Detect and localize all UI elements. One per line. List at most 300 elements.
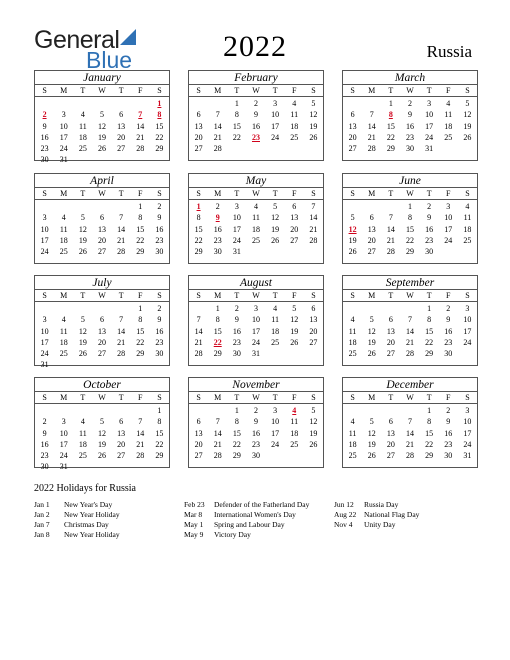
day-cell: 3: [61, 417, 66, 427]
day-cell: 30: [425, 247, 434, 257]
day-cell: 19: [309, 428, 318, 438]
day-grid: [343, 302, 477, 359]
day-cell: 9: [42, 428, 47, 438]
weekday-label: W: [252, 189, 260, 198]
day-cell: 27: [348, 144, 357, 154]
day-cell: 10: [444, 213, 453, 223]
day-grid: [343, 97, 477, 154]
empty-cell: [92, 303, 111, 314]
day-cell: 4: [61, 315, 66, 325]
empty-cell: [362, 303, 381, 314]
day-cell: 24: [271, 439, 280, 449]
day-cell: 6: [369, 213, 374, 223]
empty-cell: [35, 303, 54, 314]
day-cell: 3: [42, 315, 47, 325]
weekday-label: M: [368, 189, 376, 198]
weekday-label: M: [214, 393, 222, 402]
empty-cell: [112, 201, 131, 212]
holiday-day: 9: [215, 213, 220, 223]
day-cell: 11: [290, 110, 299, 120]
day-cell: 5: [292, 304, 297, 313]
day-cell: 27: [386, 451, 395, 461]
day-cell: 25: [444, 132, 453, 142]
day-cell: 27: [97, 247, 106, 257]
day-cell: 28: [194, 349, 203, 359]
day-cell: 15: [136, 326, 145, 336]
holiday-name: International Women's Day: [214, 510, 296, 519]
day-cell: 18: [348, 337, 357, 347]
holiday-day: 7: [138, 110, 143, 120]
day-cell: 7: [215, 417, 220, 427]
day-cell: 4: [446, 99, 451, 108]
day-cell: 20: [386, 439, 395, 449]
day-cell: 24: [59, 451, 68, 461]
day-cell: 24: [40, 247, 49, 257]
day-cell: 31: [251, 349, 260, 359]
weekday-label: S: [42, 291, 47, 300]
month-may: [188, 173, 324, 264]
day-cell: 1: [427, 406, 432, 415]
day-cell: 1: [234, 99, 239, 108]
day-cell: 7: [407, 315, 412, 325]
weekday-label: M: [60, 291, 68, 300]
day-cell: 9: [427, 213, 432, 223]
day-cell: 25: [290, 132, 299, 142]
day-cell: 13: [97, 326, 106, 336]
day-cell: 24: [232, 235, 241, 245]
day-cell: 8: [234, 110, 239, 120]
empty-cell: [112, 303, 131, 314]
day-cell: 28: [405, 451, 414, 461]
day-cell: 17: [59, 132, 68, 142]
day-cell: 20: [117, 132, 126, 142]
day-cell: 4: [465, 202, 470, 211]
day-cell: 18: [251, 224, 260, 234]
weekday-label: F: [446, 189, 451, 198]
day-cell: 14: [194, 326, 203, 336]
day-cell: 18: [444, 121, 453, 131]
day-cell: 12: [463, 110, 472, 120]
empty-cell: [343, 303, 362, 314]
day-cell: 14: [309, 213, 318, 223]
day-cell: 3: [253, 304, 258, 313]
day-cell: 22: [425, 439, 434, 449]
weekday-label: S: [465, 86, 470, 95]
day-cell: 16: [155, 224, 164, 234]
day-cell: 30: [40, 155, 49, 165]
day-cell: 11: [79, 428, 87, 438]
day-cell: 15: [232, 121, 241, 131]
day-cell: 24: [425, 132, 434, 142]
empty-cell: [381, 303, 400, 314]
day-grid: [343, 200, 477, 257]
day-cell: 5: [369, 315, 374, 325]
holiday-row: [184, 500, 309, 510]
day-cell: 15: [232, 428, 241, 438]
weekday-label: F: [138, 86, 143, 95]
day-cell: 17: [40, 337, 49, 347]
day-cell: 20: [309, 326, 318, 336]
day-cell: 26: [97, 144, 106, 154]
weekday-label: W: [98, 189, 106, 198]
weekday-label: S: [196, 291, 201, 300]
empty-cell: [54, 201, 73, 212]
holiday-row: [34, 510, 120, 520]
day-cell: 28: [117, 349, 126, 359]
logo-text-blue: Blue: [86, 47, 133, 73]
day-cell: 21: [213, 132, 222, 142]
day-cell: 11: [290, 417, 299, 427]
holiday-day: 1: [196, 202, 201, 211]
weekday-label: S: [311, 86, 316, 95]
day-cell: 19: [97, 132, 106, 142]
weekday-label: T: [272, 86, 278, 95]
day-cell: 20: [194, 439, 203, 449]
weekday-label: S: [465, 291, 470, 300]
day-cell: 29: [136, 247, 145, 257]
weekday-label: W: [406, 189, 414, 198]
day-cell: 25: [251, 235, 260, 245]
month-september: [342, 275, 478, 366]
day-cell: 7: [119, 213, 124, 223]
day-cell: 12: [367, 326, 376, 336]
day-cell: 6: [388, 315, 393, 325]
day-cell: 10: [40, 224, 49, 234]
day-cell: 25: [78, 144, 87, 154]
day-cell: 8: [215, 315, 220, 325]
day-cell: 3: [465, 406, 470, 415]
day-cell: 3: [273, 99, 278, 108]
weekday-header: [35, 85, 169, 97]
day-cell: 20: [97, 235, 106, 245]
weekday-label: T: [388, 393, 394, 402]
day-cell: 15: [425, 326, 434, 336]
day-cell: 23: [425, 235, 434, 245]
day-cell: 6: [119, 417, 124, 427]
month-february: [188, 70, 324, 161]
day-cell: 4: [61, 213, 66, 223]
day-cell: 16: [232, 326, 241, 336]
holiday-day: 1: [157, 99, 162, 108]
weekday-label: T: [118, 86, 124, 95]
day-cell: 24: [463, 439, 472, 449]
empty-cell: [92, 98, 111, 109]
day-cell: 20: [386, 337, 395, 347]
month-title: April: [35, 174, 169, 188]
day-cell: 16: [155, 326, 164, 336]
day-cell: 30: [232, 349, 241, 359]
weekday-label: F: [446, 291, 451, 300]
day-grid: [189, 97, 323, 154]
weekday-header: [35, 392, 169, 404]
day-cell: 16: [405, 121, 414, 131]
weekday-label: W: [406, 393, 414, 402]
day-cell: 6: [119, 110, 124, 120]
weekday-label: F: [292, 291, 297, 300]
empty-cell: [362, 405, 381, 416]
day-cell: 20: [194, 132, 203, 142]
day-cell: 28: [117, 247, 126, 257]
empty-cell: [343, 405, 362, 416]
weekday-label: T: [388, 189, 394, 198]
weekday-label: M: [368, 86, 376, 95]
weekday-label: F: [446, 86, 451, 95]
day-cell: 16: [251, 428, 260, 438]
day-cell: 4: [350, 315, 355, 325]
day-cell: 10: [251, 315, 260, 325]
weekday-label: F: [138, 291, 143, 300]
day-cell: 14: [117, 224, 126, 234]
weekday-header: [35, 188, 169, 200]
weekday-header: [189, 290, 323, 302]
holiday-name: Victory Day: [214, 530, 251, 539]
day-cell: 3: [465, 304, 470, 313]
weekday-header: [189, 188, 323, 200]
day-cell: 2: [42, 417, 47, 427]
day-cell: 11: [271, 315, 279, 325]
day-cell: 28: [136, 144, 145, 154]
holiday-name: Christmas Day: [64, 520, 109, 529]
day-cell: 19: [463, 121, 472, 131]
empty-cell: [35, 98, 54, 109]
day-cell: 29: [213, 349, 222, 359]
weekday-label: S: [42, 189, 47, 198]
day-cell: 26: [367, 349, 376, 359]
month-november: [188, 377, 324, 468]
day-cell: 21: [367, 132, 376, 142]
weekday-label: W: [406, 291, 414, 300]
day-cell: 22: [136, 337, 145, 347]
day-cell: 29: [386, 144, 395, 154]
holiday-date: Jan 7: [34, 520, 50, 529]
day-cell: 24: [444, 235, 453, 245]
day-cell: 26: [463, 132, 472, 142]
day-cell: 2: [407, 99, 412, 108]
month-june: [342, 173, 478, 264]
day-grid: [35, 97, 169, 166]
day-cell: 16: [425, 224, 434, 234]
weekday-label: T: [234, 86, 240, 95]
holiday-day: 22: [213, 337, 222, 347]
day-cell: 22: [425, 337, 434, 347]
day-cell: 15: [425, 428, 434, 438]
holiday-column: [334, 500, 419, 530]
day-cell: 5: [80, 213, 85, 223]
day-cell: 27: [194, 451, 203, 461]
weekday-header: [35, 290, 169, 302]
day-cell: 29: [194, 247, 203, 257]
day-cell: 12: [290, 315, 299, 325]
month-july: [34, 275, 170, 370]
day-cell: 13: [386, 428, 395, 438]
day-cell: 23: [40, 451, 49, 461]
empty-cell: [35, 201, 54, 212]
day-cell: 29: [232, 451, 241, 461]
weekday-label: T: [80, 291, 86, 300]
weekday-label: W: [252, 86, 260, 95]
day-cell: 9: [253, 417, 258, 427]
day-cell: 11: [59, 224, 68, 234]
day-cell: 2: [446, 304, 451, 313]
day-cell: 30: [155, 247, 164, 257]
weekday-label: T: [426, 189, 432, 198]
day-cell: 15: [155, 121, 164, 131]
day-cell: 14: [213, 121, 222, 131]
weekday-label: T: [426, 291, 432, 300]
logo-text-general: General: [34, 26, 120, 54]
day-cell: 11: [79, 121, 87, 131]
day-cell: 21: [117, 337, 126, 347]
weekday-label: T: [234, 393, 240, 402]
day-cell: 4: [350, 417, 355, 427]
day-cell: 31: [59, 155, 68, 165]
day-cell: 17: [425, 121, 434, 131]
weekday-label: W: [406, 86, 414, 95]
day-cell: 19: [78, 235, 87, 245]
holidays-title: 2022 Holidays for Russia: [34, 483, 136, 494]
month-title: December: [343, 378, 477, 392]
day-cell: 13: [348, 121, 357, 131]
weekday-header: [189, 392, 323, 404]
day-cell: 12: [271, 213, 280, 223]
day-cell: 30: [155, 349, 164, 359]
day-cell: 6: [311, 304, 316, 313]
holiday-day: 2: [42, 110, 47, 120]
day-cell: 7: [369, 110, 374, 120]
weekday-label: T: [426, 86, 432, 95]
holiday-day: 4: [292, 406, 297, 415]
day-cell: 6: [350, 110, 355, 120]
day-cell: 5: [99, 110, 104, 120]
weekday-label: T: [426, 393, 432, 402]
day-cell: 18: [78, 439, 87, 449]
empty-cell: [400, 303, 419, 314]
day-cell: 14: [405, 428, 414, 438]
day-cell: 7: [119, 315, 124, 325]
empty-cell: [131, 98, 150, 109]
day-cell: 10: [271, 417, 280, 427]
day-cell: 19: [367, 337, 376, 347]
day-cell: 18: [463, 224, 472, 234]
day-cell: 11: [59, 326, 68, 336]
day-cell: 25: [348, 349, 357, 359]
day-cell: 13: [117, 428, 126, 438]
day-cell: 5: [311, 99, 316, 108]
empty-cell: [208, 98, 227, 109]
day-cell: 27: [386, 349, 395, 359]
day-cell: 26: [78, 247, 87, 257]
empty-cell: [35, 405, 54, 416]
day-cell: 25: [271, 337, 280, 347]
day-cell: 16: [40, 439, 49, 449]
day-cell: 30: [405, 144, 414, 154]
day-grid: [35, 200, 169, 257]
day-cell: 30: [40, 462, 49, 472]
empty-cell: [112, 405, 131, 416]
day-cell: 17: [271, 428, 280, 438]
weekday-header: [189, 85, 323, 97]
holiday-row: [184, 520, 309, 530]
holiday-name: Unity Day: [364, 520, 396, 529]
day-cell: 6: [99, 315, 104, 325]
day-cell: 5: [369, 417, 374, 427]
day-cell: 30: [251, 451, 260, 461]
day-cell: 23: [232, 337, 241, 347]
weekday-label: F: [138, 189, 143, 198]
empty-cell: [73, 201, 92, 212]
calendar-year: 2022: [223, 30, 287, 63]
weekday-label: S: [157, 86, 162, 95]
holiday-row: [334, 500, 419, 510]
day-cell: 4: [80, 417, 85, 427]
weekday-label: F: [446, 393, 451, 402]
day-cell: 21: [405, 337, 414, 347]
day-cell: 2: [427, 202, 432, 211]
day-cell: 2: [157, 202, 162, 211]
day-cell: 23: [251, 439, 260, 449]
day-cell: 26: [97, 451, 106, 461]
day-cell: 6: [196, 417, 201, 427]
day-cell: 3: [61, 110, 66, 120]
day-cell: 25: [348, 451, 357, 461]
month-title: November: [189, 378, 323, 392]
day-cell: 16: [444, 428, 453, 438]
day-cell: 15: [213, 326, 222, 336]
weekday-label: T: [272, 189, 278, 198]
day-cell: 19: [348, 235, 357, 245]
day-cell: 14: [136, 428, 145, 438]
day-grid: [35, 302, 169, 371]
day-cell: 22: [155, 132, 164, 142]
day-cell: 9: [157, 213, 162, 223]
holiday-name: Defender of the Fatherland Day: [214, 500, 310, 509]
day-cell: 24: [59, 144, 68, 154]
day-cell: 1: [157, 406, 162, 415]
day-cell: 16: [40, 132, 49, 142]
day-cell: 28: [386, 247, 395, 257]
day-cell: 22: [386, 132, 395, 142]
empty-cell: [189, 303, 208, 314]
day-cell: 18: [271, 326, 280, 336]
day-cell: 8: [427, 417, 432, 427]
weekday-label: T: [80, 189, 86, 198]
empty-cell: [381, 201, 400, 212]
month-march: [342, 70, 478, 161]
day-cell: 10: [463, 315, 472, 325]
day-cell: 1: [215, 304, 220, 313]
day-cell: 23: [155, 235, 164, 245]
day-cell: 1: [427, 304, 432, 313]
holiday-row: [334, 510, 419, 520]
day-cell: 26: [271, 235, 280, 245]
day-cell: 23: [40, 144, 49, 154]
day-cell: 21: [405, 439, 414, 449]
weekday-label: S: [157, 393, 162, 402]
day-cell: 1: [138, 202, 143, 211]
weekday-label: T: [388, 291, 394, 300]
day-cell: 18: [290, 428, 299, 438]
day-cell: 7: [407, 417, 412, 427]
day-cell: 2: [253, 406, 258, 415]
weekday-label: F: [292, 393, 297, 402]
day-cell: 19: [78, 337, 87, 347]
day-cell: 15: [405, 224, 414, 234]
weekday-label: M: [60, 189, 68, 198]
day-cell: 7: [215, 110, 220, 120]
empty-cell: [189, 405, 208, 416]
weekday-label: F: [292, 189, 297, 198]
day-cell: 9: [42, 121, 47, 131]
